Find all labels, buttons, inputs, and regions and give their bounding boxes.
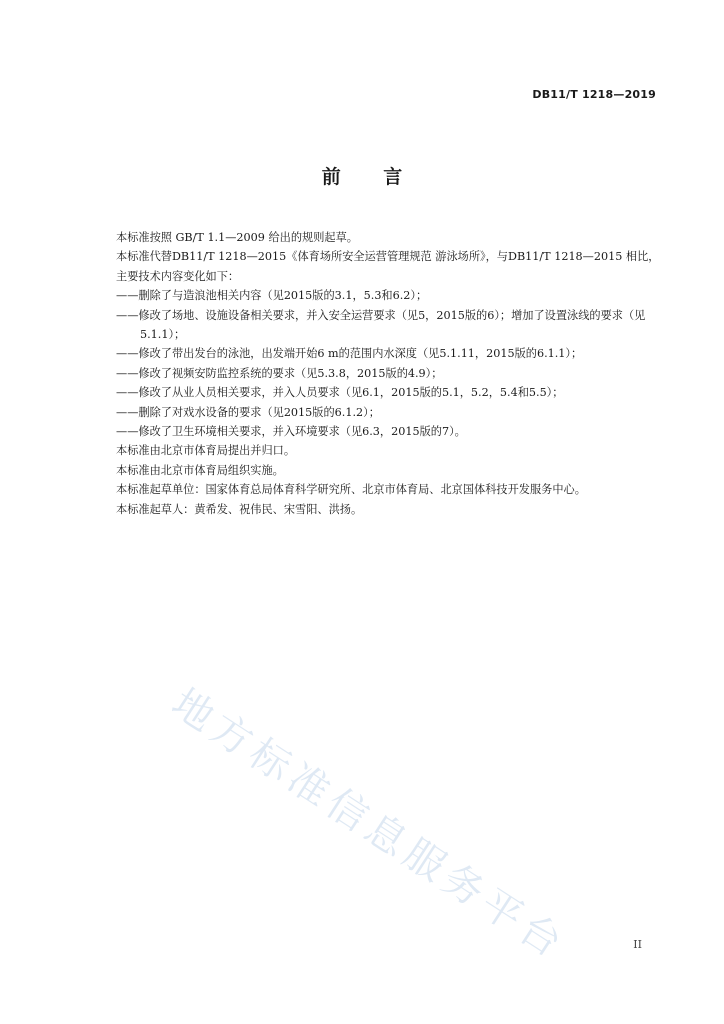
change-item: ——删除了与造浪池相关内容（见2015版的3.1，5.3和6.2）；	[116, 289, 428, 303]
watermark-text: 地方标准信息服务平台	[163, 680, 575, 970]
paragraph-drafting-rules: 本标准按照 GB/T 1.1—2009 给出的规则起草。	[116, 231, 358, 244]
change-item: ——修改了带出发台的泳池，出发端开始6 m的范围内水深度（见5.1.11，2015版的6.1.1）；	[116, 347, 583, 361]
paragraph-drafting-units: 本标准起草单位：国家体育总局体育科学研究所、北京市体育局、北京国体科技开发服务中心。	[116, 483, 586, 497]
paragraph-implementer: 本标准由北京市体育局组织实施。	[116, 463, 284, 477]
paragraph-drafters: 本标准起草人：黄希发、祝伟民、宋雪阳、洪扬。	[116, 502, 363, 516]
paragraph-replacement: 本标准代替DB11/T 1218—2015《体育场所安全运营管理规范 游泳场所》，与DB11/T 1218—2015 相比，主要技术内容变化如下：	[116, 250, 660, 283]
page-number: II	[633, 938, 642, 951]
change-item: ——修改了卫生环境相关要求，并入环境要求（见6.3，2015版的7）。	[116, 425, 466, 439]
change-item: ——删除了对戏水设备的要求（见2015版的6.1.2）；	[116, 405, 380, 419]
paragraph-proposer: 本标准由北京市体育局提出并归口。	[116, 444, 296, 458]
change-item: ——修改了场地、设施设备相关要求，并入安全运营要求（见5，2015版的6）；增加了设置泳线的要求（见5.1.1）；	[116, 308, 646, 342]
page-title: 前 言	[321, 166, 421, 188]
change-item: ——修改了视频安防监控系统的要求（见5.3.8，2015版的4.9）；	[116, 366, 443, 380]
change-item: ——修改了从业人员相关要求，并入人员要求（见6.1，2015版的5.1，5.2，5.4和5.5）；	[116, 386, 564, 400]
document-code: DB11/T 1218—2019	[532, 88, 656, 101]
foreword-body	[116, 228, 661, 519]
